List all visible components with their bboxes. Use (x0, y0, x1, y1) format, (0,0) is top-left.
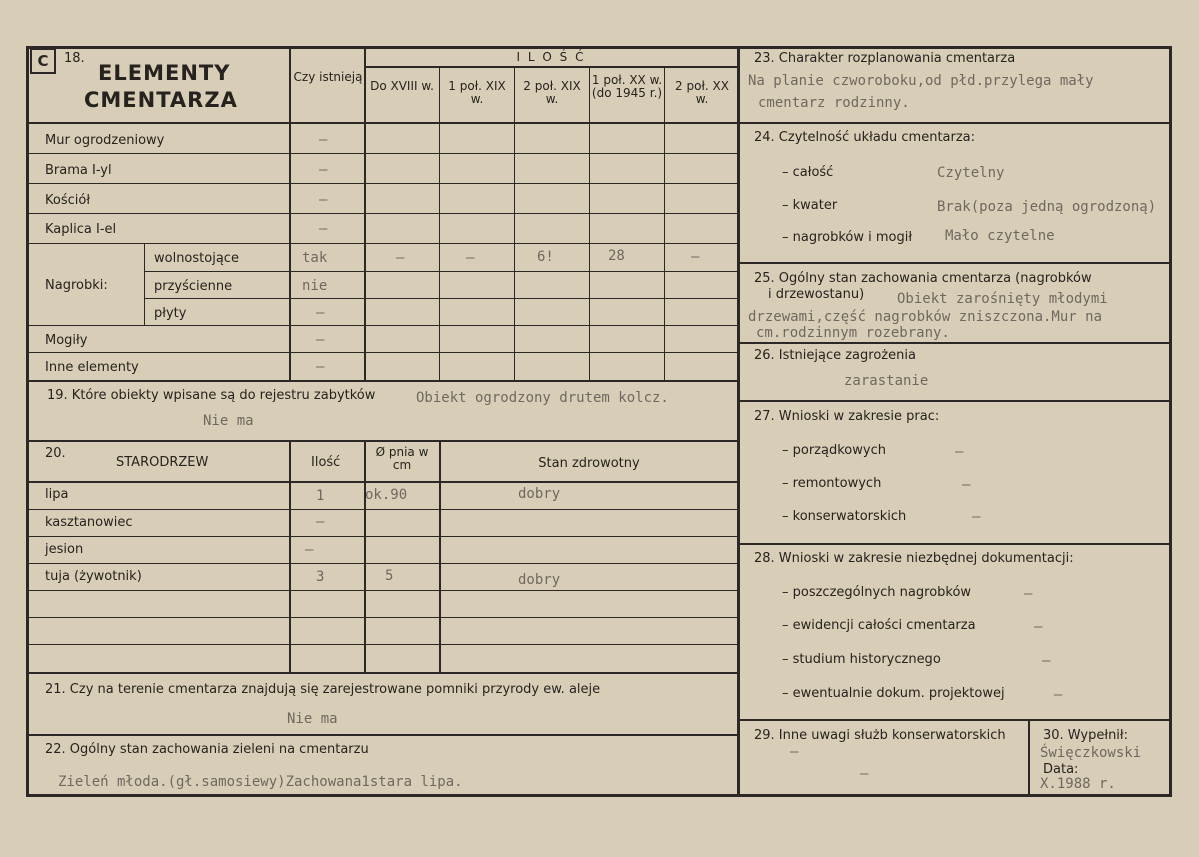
tree-pnia-tuja: 5 (385, 568, 394, 584)
section-24-typed-nagrobkow: Mało czytelne (945, 228, 1055, 244)
section-23-typed-line1: Na planie czworoboku,od płd.przylega mały (748, 73, 1094, 89)
row-label-inne: Inne elementy (45, 360, 139, 375)
nagrobki-wolnostojace-label: wolnostojące (154, 251, 239, 266)
column-divider (737, 46, 740, 797)
section-29-dash-2: – (860, 766, 869, 782)
section-28-item-studium: – studium historycznego (782, 652, 941, 667)
section-25-label-line2: i drzewostanu) (768, 287, 865, 302)
section-27-label: 27. Wnioski w zakresie prac: (754, 409, 940, 424)
section-30-typed-date: X.1988 r. (1040, 776, 1116, 792)
row-label-mogily: Mogiły (45, 333, 88, 348)
section-29-dash-1: – (790, 744, 799, 760)
col-starodrzew-stan: Stan zdrowotny (538, 456, 640, 471)
tree-name-jesion: jesion (45, 542, 84, 557)
section-24-item-nagrobkow: – nagrobków i mogił (782, 230, 913, 245)
col-1pol-xix: 1 poł. XIX w. (448, 79, 506, 106)
section-28-dash-projektowej: – (1054, 687, 1063, 703)
section-27-item-remontowych: – remontowych (782, 476, 882, 491)
section-19-label: 19. Które obiekty wpisane są do rejestru zabytków (47, 388, 376, 403)
section-24-item-kwater: – kwater (782, 198, 838, 213)
section-20-title: STARODRZEW (116, 455, 209, 470)
section-21-label: 21. Czy na terenie cmentarza znajdują się zarejestrowane pomniki przyrody ew. aleje (45, 682, 601, 697)
section-28-item-ewidencji: – ewidencji całości cmentarza (782, 618, 976, 633)
col-ilosc-header: I L O Ś Ć (516, 50, 586, 64)
nagrobki-wolnostojace-do-xviii: – (396, 250, 405, 266)
section-26-label: 26. Istniejące zagrożenia (754, 348, 916, 363)
tree-ilosc-tuja: 3 (316, 569, 325, 585)
section-28-dash-nagrobkow: – (1024, 586, 1033, 602)
nagrobki-wolnostojace-1pol-xx: 28 (608, 248, 625, 264)
section-25-typed-line2: drzewami,część nagrobków zniszczona.Mur na (748, 309, 1103, 325)
section-30-data-label: Data: (1043, 762, 1079, 777)
section-28-dash-ewidencji: – (1034, 619, 1043, 635)
nagrobki-plyty-label: płyty (154, 306, 187, 321)
section-c-box: C (30, 48, 56, 74)
section-18-title-line2: CMENTARZA (84, 88, 238, 112)
section-20-number: 20. (45, 446, 66, 461)
section-24-item-calosc: – całość (782, 165, 834, 180)
section-26-typed: zarastanie (844, 373, 929, 389)
section-24-typed-calosc: Czytelny (937, 165, 1005, 181)
tree-stan-tuja: dobry (518, 572, 561, 588)
section-27-item-porzadkowych: – porządkowych (782, 443, 886, 458)
section-19-typed-line2: Nie ma (203, 413, 254, 429)
col-1pol-xx: 1 poł. XX w. (do 1945 r.) (591, 73, 663, 100)
section-22-label: 22. Ogólny stan zachowania zieleni na cmentarzu (45, 742, 369, 757)
section-28-item-nagrobkow: – poszczególnych nagrobków (782, 585, 972, 600)
tree-ilosc-kasztanowiec: – (316, 514, 325, 530)
row-label-kosciol: Kościół (45, 193, 91, 208)
tree-ilosc-jesion: – (305, 542, 314, 558)
row-czy-brama: – (319, 162, 328, 178)
row-czy-mogily: – (316, 332, 325, 348)
col-czy-istnieja: Czy istnieją (293, 70, 363, 84)
col-do-xviii: Do XVIII w. (370, 79, 434, 93)
section-27-item-konserwatorskich: – konserwatorskich (782, 509, 907, 524)
section-28-dash-studium: – (1042, 653, 1051, 669)
nagrobki-wolnostojace-czy: tak (302, 250, 328, 266)
nagrobki-wolnostojace-1pol-xix: – (466, 250, 475, 266)
row-czy-kosciol: – (319, 192, 328, 208)
section-25-typed-line3: cm.rodzinnym rozebrany. (756, 325, 950, 341)
section-29-label: 29. Inne uwagi służb konserwatorskich (754, 728, 1006, 743)
section-25-typed-line1: Obiekt zarośnięty młodymi (897, 291, 1108, 307)
section-28-label: 28. Wnioski w zakresie niezbędnej dokumentacji: (754, 551, 1074, 566)
section-18-title-line1: ELEMENTY (98, 61, 231, 85)
row-czy-inne: – (316, 359, 325, 375)
section-27-dash-konserwatorskich: – (972, 509, 981, 525)
tree-name-lipa: lipa (45, 487, 69, 502)
tree-name-kasztanowiec: kasztanowiec (45, 515, 133, 530)
nagrobki-wolnostojace-2pol-xx: – (691, 249, 700, 265)
section-23-typed-line2: cmentarz rodzinny. (758, 95, 910, 111)
nagrobki-label: Nagrobki: (45, 278, 108, 293)
row-label-mur: Mur ogrodzeniowy (45, 133, 165, 148)
row-czy-kaplica: – (319, 221, 328, 237)
section-18-number: 18. (64, 51, 85, 66)
section-27-dash-remontowych: – (962, 477, 971, 493)
nagrobki-plyty-czy: – (316, 305, 325, 321)
section-24-label: 24. Czytelność układu cmentarza: (754, 130, 976, 145)
section-27-dash-porzadkowych: – (955, 444, 964, 460)
tree-name-tuja: tuja (żywotnik) (45, 569, 142, 584)
nagrobki-przyscienne-czy: nie (302, 278, 328, 294)
section-21-typed: Nie ma (287, 711, 338, 727)
section-30-label: 30. Wypełnił: (1043, 728, 1128, 743)
section-30-typed-name: Święczkowski (1040, 745, 1142, 761)
col-starodrzew-ilosc: Ilość (311, 455, 341, 470)
tree-stan-lipa: dobry (518, 486, 561, 502)
row-label-kaplica: Kaplica I-el (45, 222, 117, 237)
section-24-typed-kwater: Brak(poza jedną ogrodzoną) (937, 199, 1157, 215)
tree-pnia-lipa: ok.90 (365, 487, 408, 503)
row-label-brama: Brama I-yl (45, 163, 112, 178)
nagrobki-przyscienne-label: przyścienne (154, 279, 233, 294)
section-22-typed: Zieleń młoda.(gł.samosiewy)Zachowana1stara lipa. (58, 774, 463, 790)
nagrobki-wolnostojace-2pol-xix: 6! (537, 249, 554, 265)
col-2pol-xix: 2 poł. XIX w. (523, 79, 581, 106)
col-starodrzew-pnia: Ø pnia w cm (375, 445, 429, 472)
tree-ilosc-lipa: 1 (316, 488, 325, 504)
col-2pol-xx: 2 poł. XX w. (675, 79, 729, 106)
section-28-item-projektowej: – ewentualnie dokum. projektowej (782, 686, 1005, 701)
section-23-label: 23. Charakter rozplanowania cmentarza (754, 51, 1016, 66)
section-25-label-line1: 25. Ogólny stan zachowania cmentarza (nagrobków (754, 271, 1092, 286)
row-czy-mur: – (319, 132, 328, 148)
section-19-typed-line1: Obiekt ogrodzony drutem kolcz. (416, 390, 669, 406)
